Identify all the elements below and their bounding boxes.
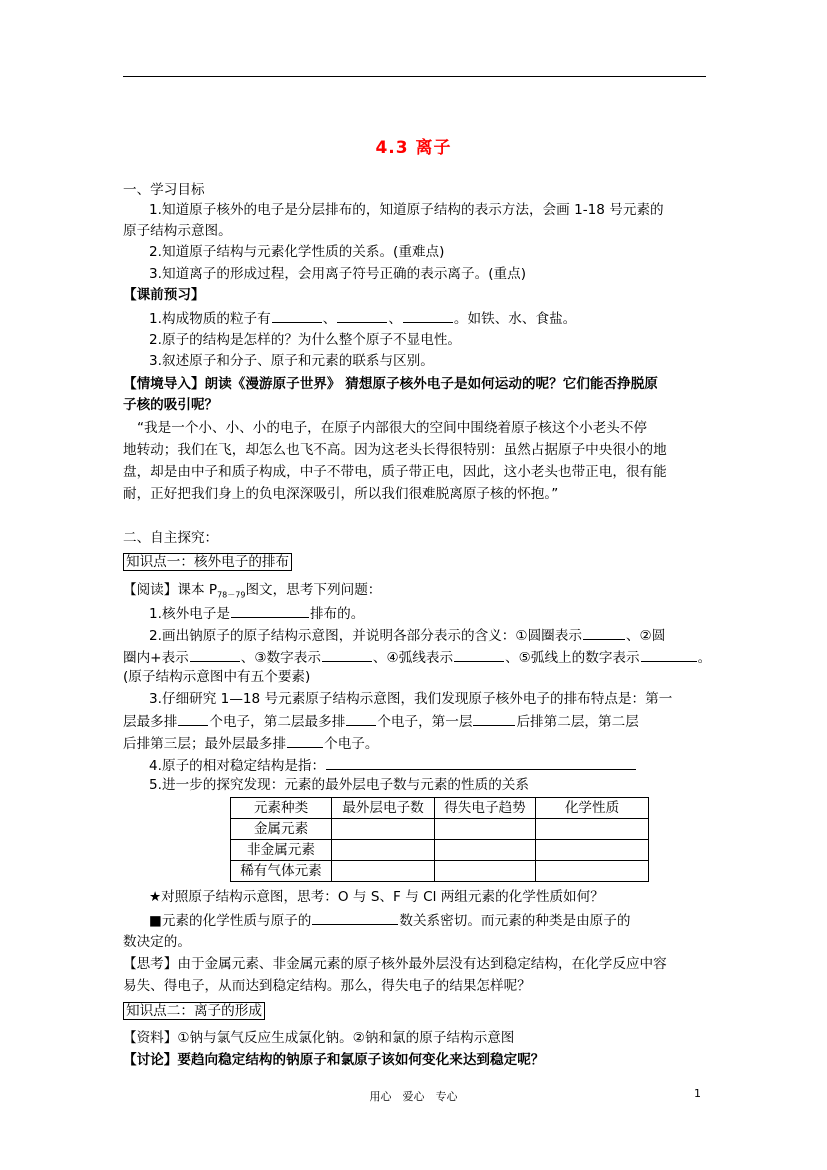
blank[interactable] bbox=[473, 711, 515, 726]
blank[interactable] bbox=[272, 308, 322, 323]
blank[interactable] bbox=[287, 733, 323, 748]
goal-1-line-a: 1.知道原子核外的电子是分层排布的，知道原子结构的表示方法，会画 1-18 号元素的 bbox=[149, 202, 664, 218]
intro-line-a: 【情境导入】朗读《漫游原子世界》 猜想原子核外电子是如何运动的呢？它们能否挣脱原 bbox=[123, 376, 658, 392]
blank[interactable] bbox=[641, 647, 697, 662]
header-rule bbox=[123, 76, 706, 77]
explore-1: 1.核外电子是 排布的。 bbox=[149, 603, 364, 624]
element-properties-table bbox=[230, 797, 649, 882]
blank[interactable] bbox=[583, 625, 625, 640]
explore-4: 4.原子的相对稳定结构是指： bbox=[149, 755, 637, 776]
table-row bbox=[231, 861, 649, 882]
explore-2-note: (原子结构示意图中有五个要素) bbox=[123, 669, 311, 685]
blank[interactable] bbox=[454, 647, 504, 662]
blank[interactable] bbox=[403, 308, 453, 323]
blank[interactable] bbox=[312, 910, 398, 925]
blank[interactable] bbox=[322, 647, 372, 662]
table-cell[interactable] bbox=[332, 840, 435, 861]
table-row-label: 稀有气体元素 bbox=[231, 861, 332, 882]
intro-line-b: 子核的吸引呢？ bbox=[123, 397, 219, 413]
quote-line-1: “我是一个小、小、小的电子，在原子内部很大的空间中围绕着原子核这个小老头不停 bbox=[137, 420, 648, 436]
explore-3-line-c: 后排第三层；最外层最多排 个电子。 bbox=[123, 733, 379, 754]
knowledge-point-2: 知识点二：离子的形成 bbox=[123, 1001, 265, 1021]
table-row bbox=[231, 840, 649, 861]
table-cell[interactable] bbox=[435, 819, 536, 840]
blank[interactable] bbox=[337, 308, 387, 323]
blank[interactable] bbox=[190, 647, 240, 662]
star-question: ★对照原子结构示意图，思考：O 与 S、F 与 Cl 两组元素的化学性质如何？ bbox=[149, 889, 604, 905]
table-header-cell: 化学性质 bbox=[536, 798, 649, 819]
reading-line: 【阅读】课本 $P_{78-79}$图文，思考下列问题： bbox=[123, 582, 382, 600]
section-2-heading: 二、自主探究： bbox=[123, 530, 219, 546]
explore-5: 5.进一步的探究发现：元素的最外层电子数与元素的性质的关系 bbox=[149, 777, 529, 793]
quote-line-3: 盘，却是由中子和质子构成，中子不带电，质子带正电，因此，这小老头也带正电，很有能 bbox=[123, 464, 667, 480]
knowledge-point-1: 知识点一：核外电子的排布 bbox=[123, 552, 292, 572]
blank[interactable] bbox=[231, 603, 309, 618]
table-header-cell: 元素种类 bbox=[231, 798, 332, 819]
blank[interactable] bbox=[326, 755, 636, 770]
table-cell[interactable] bbox=[332, 819, 435, 840]
preview-1: 1.构成物质的粒子有 、 、 。如铁、水、食盐。 bbox=[149, 308, 576, 329]
table-header-row bbox=[231, 798, 649, 819]
page-title: 4.3 离子 bbox=[375, 138, 452, 158]
explore-3-line-b: 层最多排 个电子，第二层最多排 个电子，第一层 后排第二层，第二层 bbox=[123, 711, 639, 732]
goal-2: 2.知道原子结构与元素化学性质的关系。(重难点) bbox=[149, 244, 445, 260]
material-line: 【资料】①钠与氯气反应生成氯化钠。②钠和氯的原子结构示意图 bbox=[123, 1030, 515, 1046]
goal-1-line-b: 原子结构示意图。 bbox=[123, 223, 232, 239]
blank[interactable] bbox=[178, 711, 208, 726]
preview-tag: 【课前预习】 bbox=[123, 287, 205, 303]
table-row-label: 金属元素 bbox=[231, 819, 332, 840]
discussion-line: 【讨论】要趋向稳定结构的钠原子和氯原子该如何变化来达到稳定呢？ bbox=[123, 1052, 545, 1068]
quote-line-2: 地转动；我们在飞，却怎么也飞不高。因为这老头长得很特别：虽然占据原子中央很小的地 bbox=[123, 442, 667, 458]
page-number: 1 bbox=[694, 1087, 701, 1100]
table-header-cell: 得失电子趋势 bbox=[435, 798, 536, 819]
section-1-heading: 一、学习目标 bbox=[123, 182, 205, 198]
goal-3: 3.知道离子的形成过程，会用离子符号正确的表示离子。(重点) bbox=[149, 266, 527, 282]
think-line-b: 易失、得电子，从而达到稳定结构。那么，得失电子的结果怎样呢？ bbox=[123, 978, 531, 994]
table-cell[interactable] bbox=[536, 861, 649, 882]
table-cell[interactable] bbox=[536, 819, 649, 840]
square-note-line-a: ■元素的化学性质与原子的 数关系密切。而元素的种类是由原子的 bbox=[149, 910, 630, 931]
table-row bbox=[231, 819, 649, 840]
square-note-line-b: 数决定的。 bbox=[123, 934, 191, 950]
explore-2-cont: 圈内+表示 、③数字表示 、④弧线表示 、⑤弧线上的数字表示 。 bbox=[123, 647, 711, 668]
table-header-cell: 最外层电子数 bbox=[332, 798, 435, 819]
page-footer: 用心 爱心 专心 bbox=[369, 1090, 458, 1103]
table-cell[interactable] bbox=[332, 861, 435, 882]
table-row-label: 非金属元素 bbox=[231, 840, 332, 861]
explore-3-line-a: 3.仔细研究 1—18 号元素原子结构示意图，我们发现原子核外电子的排布特点是：第一 bbox=[149, 691, 673, 707]
think-line-a: 【思考】由于金属元素、非金属元素的原子核外最外层没有达到稳定结构，在化学反应中容 bbox=[123, 956, 667, 972]
table-cell[interactable] bbox=[435, 840, 536, 861]
preview-3: 3.叙述原子和分子、原子和元素的联系与区别。 bbox=[149, 353, 434, 369]
quote-line-4: 耐，正好把我们身上的负电深深吸引，所以我们很难脱离原子核的怀抱。” bbox=[123, 486, 559, 502]
table-cell[interactable] bbox=[435, 861, 536, 882]
explore-2: 2.画出钠原子的原子结构示意图，并说明各部分表示的含义：①圆圈表示 、②圆 bbox=[149, 625, 665, 646]
blank[interactable] bbox=[346, 711, 376, 726]
table-cell[interactable] bbox=[536, 840, 649, 861]
preview-2: 2.原子的结构是怎样的？为什么整个原子不显电性。 bbox=[149, 332, 462, 348]
